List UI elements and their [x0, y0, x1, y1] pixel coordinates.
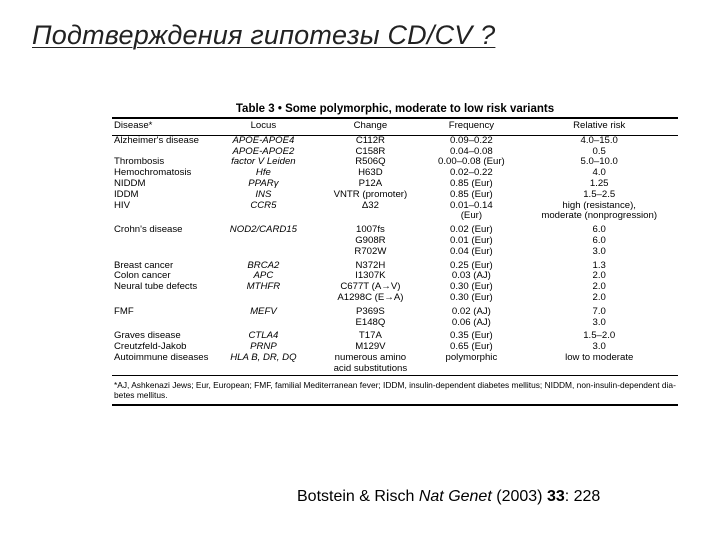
citation-journal: Nat Genet [418, 488, 492, 505]
cell-frequency: polymorphic [445, 351, 498, 363]
cell-locus: BRCA2 [247, 259, 280, 271]
cell-change: R702W [354, 245, 387, 257]
footnote-line-2: betes mellitus. [114, 390, 168, 401]
cell-locus: HLA B, DR, DQ [230, 351, 297, 363]
citation-authors: Botstein & Risch [297, 488, 415, 505]
table-row [112, 136, 678, 147]
cell-disease: Autoimmune diseases [114, 351, 209, 363]
cell-frequency: 0.09–0.22 [450, 134, 493, 146]
table-row [112, 318, 678, 329]
cell-change: 1007fs [355, 224, 385, 236]
cell-change: C112R [355, 134, 385, 146]
cell-change: E148Q [355, 316, 386, 328]
cell-locus: NOD2/CARD15 [229, 224, 297, 236]
cell-disease: Colon cancer [114, 270, 171, 282]
cell-locus: INS [255, 188, 272, 200]
cell-frequency: 0.85 (Eur) [450, 188, 493, 200]
cell-change: G908R [355, 234, 386, 246]
table-body [112, 136, 678, 375]
cell-change: A1298C (E→A) [337, 291, 404, 303]
cell-relative-risk: 1.5–2.0 [583, 330, 616, 342]
header-relative-risk: Relative risk [573, 120, 626, 131]
cell-disease: Thrombosis [114, 156, 165, 168]
cell-disease [112, 364, 208, 375]
cell-disease [112, 236, 208, 247]
cell-relative-risk: high (resistance), [562, 199, 636, 211]
cell-locus [208, 236, 318, 247]
cell-frequency: 0.04 (Eur) [450, 245, 493, 257]
cell-frequency: 0.03 (AJ) [451, 270, 491, 282]
cell-disease: Neural tube defects [114, 281, 198, 293]
cell-disease: Creutzfeld-Jakob [114, 341, 187, 353]
cell-change: Δ32 [361, 199, 379, 211]
table-row [112, 190, 678, 201]
cell-locus: CCR5 [250, 199, 277, 211]
cell-frequency: 0.65 (Eur) [450, 341, 493, 353]
cell-change: R506Q [355, 156, 386, 168]
cell-change: M129V [355, 341, 386, 353]
cell-relative-risk: 2.0 [592, 281, 606, 293]
cell-locus: APC [253, 270, 274, 282]
cell-disease: IDDM [114, 188, 139, 200]
cell-relative-risk [520, 364, 678, 375]
cell-frequency: 0.02–0.22 [450, 167, 493, 179]
cell-frequency: 0.85 (Eur) [450, 177, 493, 189]
table-header-row [112, 119, 678, 135]
cell-change: C677T (A→V) [340, 281, 401, 293]
cell-disease: Breast cancer [114, 259, 174, 271]
cell-disease [112, 293, 208, 304]
cell-change [318, 211, 422, 222]
cell-relative-risk: 1.3 [592, 259, 606, 271]
cell-relative-risk: 3.0 [592, 245, 606, 257]
cell-disease: Crohn's disease [114, 224, 183, 236]
table-row [112, 258, 678, 272]
cell-frequency: (Eur) [460, 210, 483, 222]
cell-locus: CTLA4 [248, 330, 279, 342]
table-row [112, 328, 678, 342]
cell-frequency: 0.01 (Eur) [450, 234, 493, 246]
header-locus: Locus [250, 120, 277, 131]
cell-locus: Hfe [255, 167, 271, 179]
cell-frequency: 0.30 (Eur) [450, 291, 493, 303]
cell-relative-risk: 6.0 [592, 234, 606, 246]
cell-change: VNTR (promoter) [333, 188, 408, 200]
cell-relative-risk: 3.0 [592, 341, 606, 353]
citation-volume: 33 [546, 488, 565, 505]
cell-change: I1307K [355, 270, 386, 282]
cell-locus [208, 293, 318, 304]
variants-table [112, 119, 678, 375]
cell-frequency: 0.25 (Eur) [450, 259, 493, 271]
table-footnote [112, 376, 678, 404]
cell-change: T17A [358, 330, 382, 342]
slide-title: Подтверждения гипотезы CD/CV ? [32, 20, 496, 50]
cell-locus: factor V Leiden [231, 156, 296, 168]
cell-change: N372H [355, 259, 386, 271]
table-row [112, 364, 678, 375]
cell-relative-risk: 2.0 [592, 291, 606, 303]
cell-relative-risk: low to moderate [565, 351, 634, 363]
cell-disease [112, 247, 208, 258]
cell-locus [208, 318, 318, 329]
cell-change: H63D [358, 167, 383, 179]
citation-pages: : 228 [564, 488, 601, 505]
cell-relative-risk: 3.0 [592, 316, 606, 328]
cell-change: numerous amino [334, 351, 407, 363]
header-change: Change [353, 120, 388, 131]
cell-locus: APOE-APOE2 [232, 145, 295, 157]
cell-relative-risk: 7.0 [592, 305, 606, 317]
cell-disease: Graves disease [114, 330, 181, 342]
cell-disease: Alzheimer's disease [114, 134, 200, 146]
cell-change: C158R [355, 145, 386, 157]
variants-table-figure [112, 103, 678, 406]
cell-relative-risk: 5.0–10.0 [580, 156, 618, 168]
cell-frequency: 0.30 (Eur) [450, 281, 493, 293]
cell-disease [112, 318, 208, 329]
cell-disease [112, 211, 208, 222]
cell-relative-risk: 1.25 [589, 177, 609, 189]
cell-frequency: 0.04–0.08 [450, 145, 493, 157]
cell-frequency [422, 364, 520, 375]
table-row [112, 222, 678, 236]
cell-frequency: 0.01–0.14 [450, 199, 493, 211]
cell-relative-risk: moderate (nonprogression) [541, 210, 658, 222]
header-frequency: Frequency [448, 120, 495, 131]
cell-relative-risk: 4.0–15.0 [580, 134, 618, 146]
cell-relative-risk: 1.5–2.5 [583, 188, 616, 200]
cell-locus [208, 364, 318, 375]
cell-disease: Hemochromatosis [114, 167, 192, 179]
cell-locus [208, 211, 318, 222]
cell-locus: MEFV [250, 305, 277, 317]
cell-frequency: 0.06 (AJ) [451, 316, 491, 328]
header-disease: Disease* [114, 120, 153, 131]
cell-locus: PRNP [250, 341, 277, 353]
table-row [112, 304, 678, 318]
cell-locus: MTHFR [246, 281, 281, 293]
footnote-line-1: *AJ, Ashkenazi Jews; Eur, European; FMF, familial Mediterranean fever; IDDM, insulin-dependent diabetes mellitus; NIDDM, non-insulin-dependent dia- [114, 379, 676, 390]
citation [297, 488, 600, 506]
cell-relative-risk: 4.0 [592, 167, 606, 179]
cell-disease: HIV [114, 199, 130, 211]
cell-change: P369S [355, 305, 385, 317]
cell-relative-risk: 2.0 [592, 270, 606, 282]
table-end-rule [112, 404, 678, 406]
cell-frequency: 0.35 (Eur) [450, 330, 493, 342]
table-title: Table 3 • Some polymorphic, moderate to low risk variants [235, 103, 555, 115]
cell-locus [208, 247, 318, 258]
cell-relative-risk: 6.0 [592, 224, 606, 236]
cell-locus: PPARγ [248, 177, 279, 189]
cell-frequency: 0.02 (AJ) [451, 305, 491, 317]
cell-disease: NIDDM [114, 177, 146, 189]
table-row [112, 211, 678, 222]
cell-frequency: 0.00–0.08 (Eur) [438, 156, 505, 168]
cell-disease: FMF [114, 305, 134, 317]
table-row [112, 247, 678, 258]
cell-frequency: 0.02 (Eur) [450, 224, 493, 236]
cell-change: acid substitutions [333, 362, 408, 374]
cell-relative-risk: 0.5 [592, 145, 606, 157]
table-row [112, 293, 678, 304]
cell-change: P12A [358, 177, 383, 189]
citation-year: (2003) [496, 488, 543, 505]
cell-locus: APOE-APOE4 [232, 134, 295, 146]
